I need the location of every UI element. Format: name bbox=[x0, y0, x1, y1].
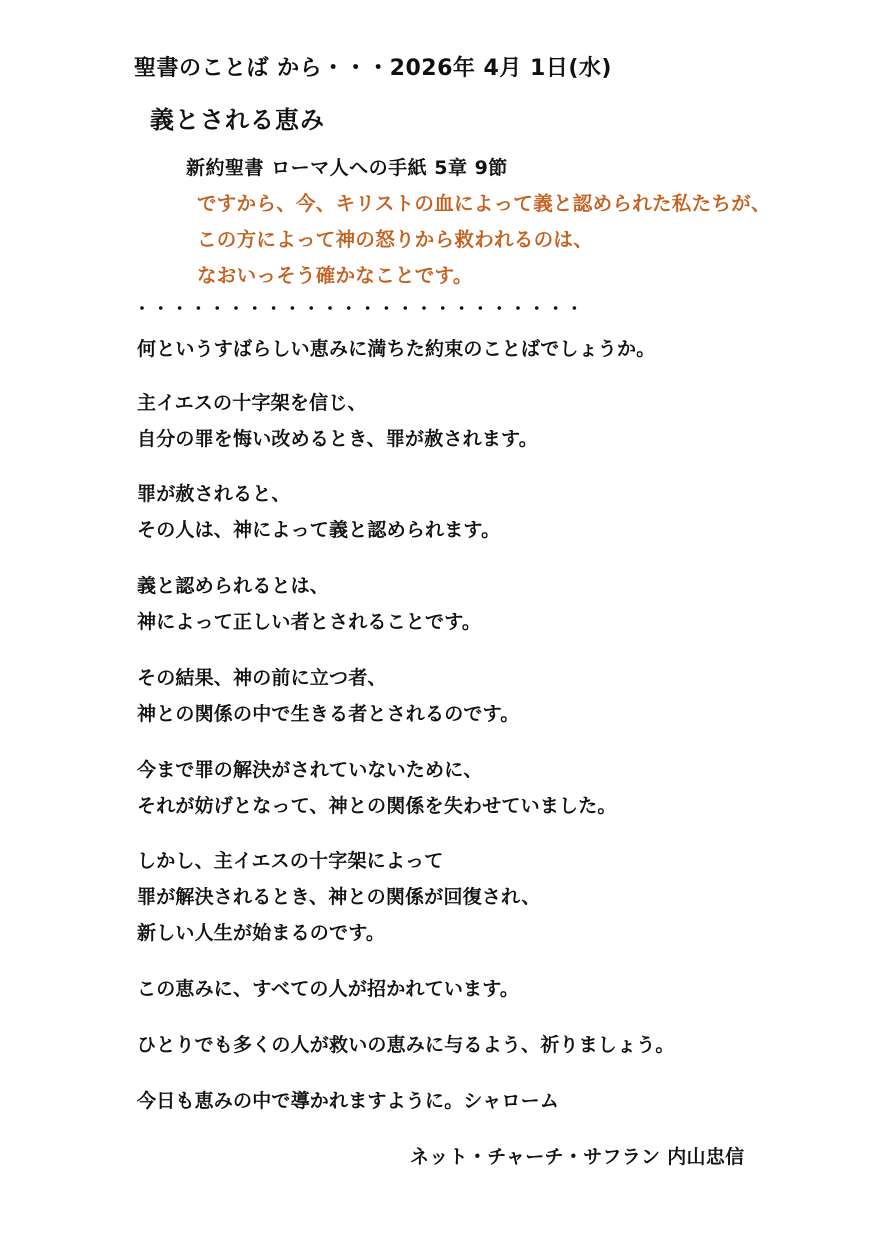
body-line: 神によって正しい者とされることです。 bbox=[137, 611, 482, 633]
scripture-reference: 新約聖書 ローマ人への手紙 5章 9節 bbox=[186, 157, 508, 179]
body-line: 何というすばらしい恵みに満ちた約束のことばでしょうか。 bbox=[137, 338, 656, 360]
verse-line: この方によって神の怒りから救われるのは、 bbox=[197, 228, 594, 251]
body-line: その結果、神の前に立つ者、 bbox=[137, 667, 387, 689]
signature: ネット・チャーチ・サフラン 内山忠信 bbox=[410, 1146, 745, 1168]
body-line: 自分の罪を悔い改めるとき、罪が赦されます。 bbox=[137, 428, 538, 450]
dotted-divider: ・・・・・・・・・・・・・・・・・・・・・・・・ bbox=[134, 299, 586, 318]
verse-line: なおいっそう確かなことです。 bbox=[197, 264, 473, 287]
body-line: 罪が赦されると、 bbox=[137, 483, 291, 505]
body-line: 義と認められるとは、 bbox=[137, 575, 330, 597]
body-line: この恵みに、すべての人が招かれています。 bbox=[137, 978, 520, 1000]
body-line: 主イエスの十字架を信じ、 bbox=[137, 392, 367, 414]
body-line: 新しい人生が始まるのです。 bbox=[137, 922, 386, 944]
body-line: それが妨げとなって、神との関係を失わせていました。 bbox=[137, 795, 617, 817]
body-line: その人は、神によって義と認められます。 bbox=[137, 519, 501, 541]
page-header-title: 聖書のことば から・・・2026年 4月 1日(水) bbox=[134, 56, 612, 81]
verse-line: ですから、今、キリストの血によって義と認められた私たちが、 bbox=[197, 192, 771, 215]
body-line: 今まで罪の解決がされていないために、 bbox=[137, 759, 483, 781]
body-line: しかし、主イエスの十字架によって bbox=[137, 850, 444, 872]
body-line: 今日も恵みの中で導かれますように。シャローム bbox=[137, 1090, 560, 1112]
body-line: ひとりでも多くの人が救いの恵みに与るよう、祈りましょう。 bbox=[137, 1034, 675, 1056]
message-title: 義とされる恵み bbox=[150, 106, 325, 134]
body-line: 罪が解決されるとき、神との関係が回復され、 bbox=[137, 886, 541, 908]
body-line: 神との関係の中で生きる者とされるのです。 bbox=[137, 703, 520, 725]
